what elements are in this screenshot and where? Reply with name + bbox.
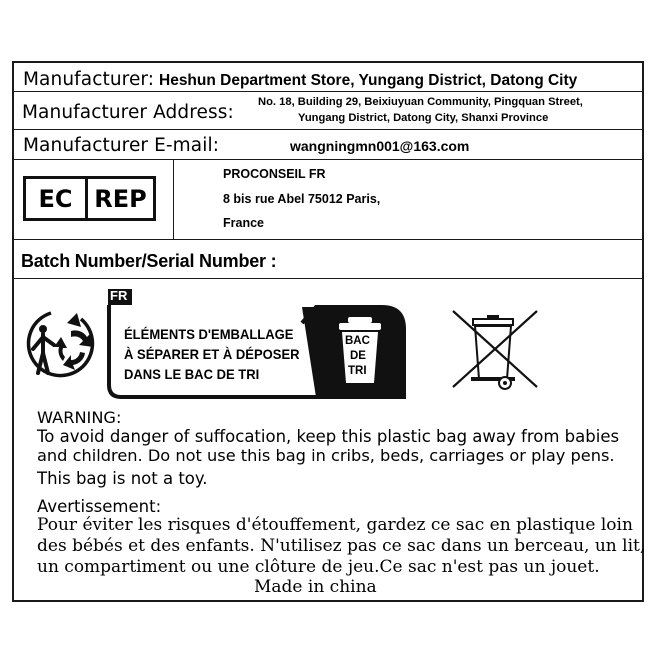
divider-vertical xyxy=(173,159,174,239)
triman-line-3: DANS LE BAC DE TRI xyxy=(124,366,260,382)
address-line-2: Yungang District, Datong City, Shanxi Province xyxy=(298,112,549,124)
manufacturer-value: Heshun Department Store, Yungang District, Datong City xyxy=(159,72,578,89)
divider xyxy=(14,159,642,160)
avertissement-line-3: un compartiment ou une clôture de jeu.Ce sac n'est pas un jouet. xyxy=(37,557,600,577)
email-value: wangningmn001@163.com xyxy=(290,138,470,154)
ec-text: EC xyxy=(26,179,88,218)
bin-text-de: DE xyxy=(350,350,366,362)
address-label: Manufacturer Address: xyxy=(22,102,234,123)
triman-recycle-icon xyxy=(21,307,97,381)
avertissement-line-2: des bébés et des enfants. N'utilisez pas ce sac dans un berceau, un lit, xyxy=(37,536,646,556)
warning-title: WARNING: xyxy=(37,408,122,427)
bin-text-bac: BAC xyxy=(345,335,370,347)
bin-text-tri: TRI xyxy=(348,365,367,377)
divider xyxy=(14,239,642,240)
ec-rep-name: PROCONSEIL FR xyxy=(223,167,326,181)
divider xyxy=(14,278,642,279)
warning-line-1: To avoid danger of suffocation, keep this plastic bag away from babies xyxy=(37,427,620,446)
made-in-text: Made in china xyxy=(254,577,377,597)
ec-rep-symbol xyxy=(23,176,156,221)
crossed-out-wheelie-bin-icon xyxy=(449,307,541,391)
rep-text: REP xyxy=(94,184,147,213)
warning-line-2: and children. Do not use this bag in cribs, beds, carriages or play pens. xyxy=(37,446,615,465)
warning-line-3: This bag is not a toy. xyxy=(37,469,208,488)
triman-fr-badge: FR xyxy=(110,288,128,303)
divider xyxy=(14,129,642,130)
triman-line-1: ÉLÉMENTS D'EMBALLAGE xyxy=(124,326,294,342)
product-label xyxy=(12,61,644,602)
triman-line-2: À SÉPARER ET À DÉPOSER xyxy=(124,346,300,362)
avertissement-title: Avertissement: xyxy=(37,497,162,516)
avertissement-line-1: Pour éviter les risques d'étouffement, gardez ce sac en plastique loin xyxy=(37,515,633,535)
address-line-1: No. 18, Building 29, Beixiuyuan Community, Pingquan Street, xyxy=(258,96,583,108)
email-label: Manufacturer E-mail: xyxy=(23,135,220,156)
manufacturer-label: Manufacturer: xyxy=(23,69,155,90)
divider xyxy=(14,91,642,92)
ec-rep-country: France xyxy=(223,216,264,230)
ec-rep-street: 8 bis rue Abel 75012 Paris, xyxy=(223,192,381,206)
batch-number-label: Batch Number/Serial Number : xyxy=(21,251,277,271)
